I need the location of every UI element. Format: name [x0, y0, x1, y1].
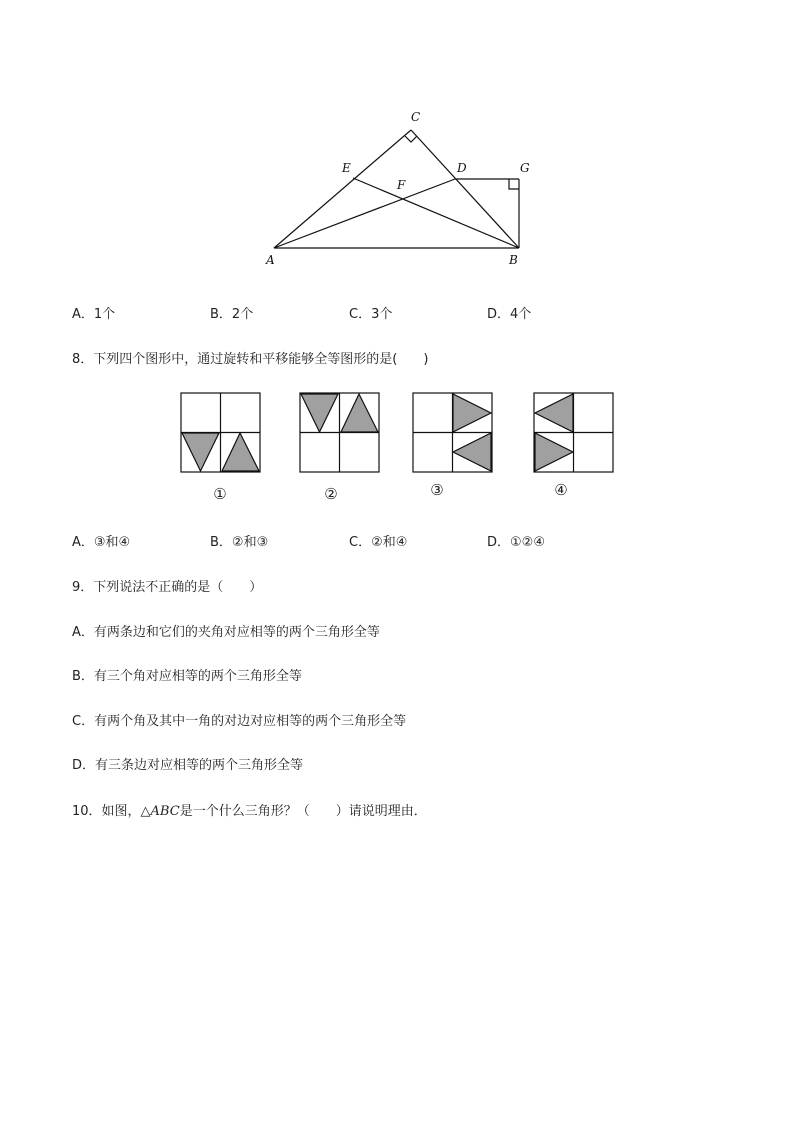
q9-option-d: D．有三条边对应相等的两个三角形全等	[72, 758, 304, 773]
q8-option-c: C．②和④	[349, 535, 408, 550]
right-angle-mark-c	[405, 136, 417, 142]
figure-1	[181, 393, 260, 472]
q10-prefix: 10．如图，	[72, 804, 141, 819]
q9-option-b: B．有三个角对应相等的两个三角形全等	[72, 669, 302, 684]
q7-option-d: D．4个	[487, 307, 532, 322]
label-e: E	[342, 161, 351, 175]
q10-stem	[72, 800, 427, 819]
q8-figures	[0, 385, 794, 485]
segment-ad	[274, 179, 455, 248]
figure-2	[300, 393, 379, 472]
q8-stem: 8．下列四个图形中，通过旋转和平移能够全等图形的是( )	[72, 352, 429, 367]
q10-suffix: 是一个什么三角形？（ ）请说明理由．	[179, 804, 427, 819]
q9-stem: 9．下列说法不正确的是（ ）	[72, 580, 263, 595]
q8-option-a: A．③和④	[72, 535, 131, 550]
figure-3	[413, 393, 492, 472]
q7-option-b: B．2个	[210, 307, 254, 322]
fig1-triangle-down	[182, 433, 219, 471]
fig2-triangle-down	[301, 394, 338, 432]
q7-option-a: A．1个	[72, 307, 116, 322]
q9-option-c: C．有两个角及其中一角的对边对应相等的两个三角形全等	[72, 714, 407, 729]
q9-option-a: A．有两条边和它们的夹角对应相等的两个三角形全等	[72, 625, 380, 640]
label-f: F	[397, 178, 406, 192]
segment-ac	[274, 130, 411, 248]
q8-option-b: B．②和③	[210, 535, 269, 550]
triangle-figure	[0, 0, 794, 280]
label-g: G	[520, 161, 530, 175]
label-c: C	[411, 110, 421, 124]
fig3-triangle-right	[453, 394, 491, 432]
figure-4	[534, 393, 613, 472]
fig4-triangle-right	[535, 433, 573, 471]
q7-option-c: C．3个	[349, 307, 393, 322]
fig4-triangle-left	[535, 394, 573, 432]
fig-label-1: ①	[213, 485, 227, 503]
q8-option-d: D．①②④	[487, 535, 545, 550]
label-a: A	[266, 253, 275, 267]
right-angle-mark-g	[509, 179, 519, 189]
fig-label-4: ④	[554, 481, 568, 499]
fig1-triangle-up	[222, 433, 259, 471]
fig3-triangle-left	[453, 433, 491, 471]
label-b: B	[509, 253, 518, 267]
label-d: D	[457, 161, 467, 175]
segment-eb	[353, 178, 519, 248]
fig-label-2: ②	[324, 485, 338, 503]
fig2-triangle-up	[341, 394, 378, 432]
q10-triangle: △ABC	[140, 804, 180, 819]
fig-label-3: ③	[430, 481, 444, 499]
